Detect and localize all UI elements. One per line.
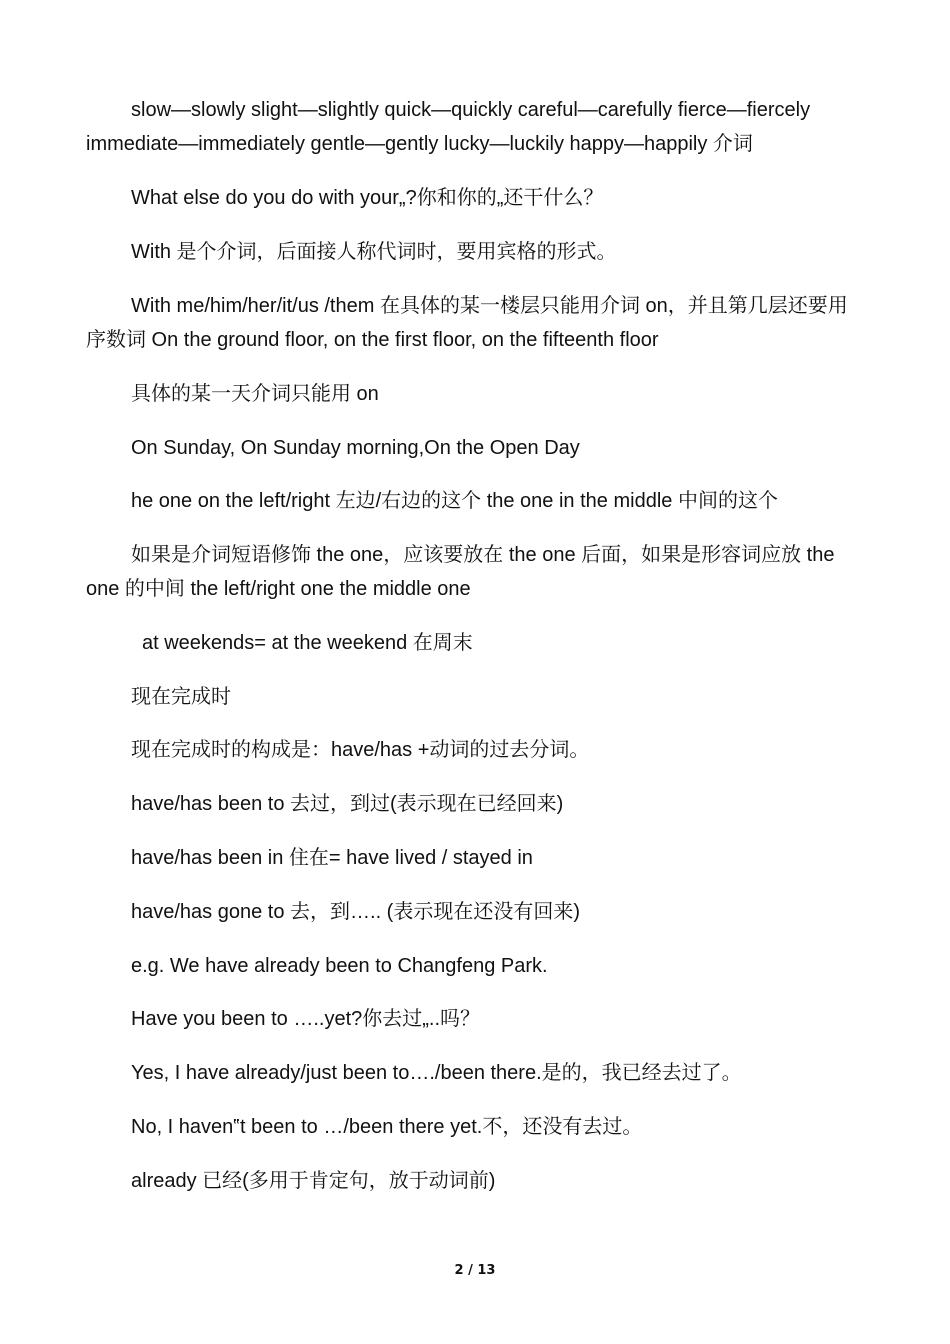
paragraph-example: e.g. We have already been to Changfeng Park. <box>131 955 548 977</box>
paragraph-question: Have you been to …..yet?你去过„..吗？ <box>131 1008 481 1030</box>
paragraph-on-sunday: On Sunday, On Sunday morning,On the Open Day <box>131 437 580 459</box>
paragraph-yes-answer: Yes, I have already/just been to…./been there.是的，我已经去过了。 <box>131 1062 742 1084</box>
paragraph-what-else: What else do you do with your„?你和你的„还干什么？ <box>131 187 604 209</box>
paragraph-present-perfect-form: 现在完成时的构成是：have/has +动词的过去分词。 <box>131 739 590 761</box>
paragraph-with-preposition: With 是个介词，后面接人称代词时，要用宾格的形式。 <box>131 241 617 263</box>
paragraph-been-to: have/has been to 去过，到过(表示现在已经回来) <box>131 793 564 815</box>
paragraph-been-in: have/has been in 住在= have lived / stayed in <box>131 847 533 869</box>
page-number: 2 / 13 <box>454 1263 496 1278</box>
paragraph-gone-to: have/has gone to 去，到….. (表示现在还没有回来) <box>131 901 581 923</box>
paragraph-adverbs: slow—slowly slight—slightly quick—quickly careful—carefully fierce—fiercely immediate—immediately gentle—gently lucky—luckily happy—happily 介词 <box>86 99 811 155</box>
paragraph-already: already 已经(多用于肯定句，放于动词前) <box>131 1170 496 1192</box>
paragraph-no-answer: No, I haven‟t been to …/been there yet.不，还没有去过。 <box>131 1116 643 1138</box>
paragraph-day-on: 具体的某一天介词只能用 on <box>131 383 379 405</box>
paragraph-the-one-modifier: 如果是介词短语修饰 the one，应该要放在 the one 后面，如果是形容词应放 the one 的中间 the left/right one the middle one <box>86 544 835 600</box>
paragraph-weekends: at weekends= at the weekend 在周末 <box>142 632 473 654</box>
paragraph-floor-on: With me/him/her/it/us /them 在具体的某一楼层只能用介词 on，并且第几层还要用序数词 On the ground floor, on the first floor, on the fifteenth floor <box>86 295 848 351</box>
paragraph-the-one: he one on the left/right 左边/右边的这个 the one in the middle 中间的这个 <box>131 490 778 512</box>
paragraph-present-perfect-heading: 现在完成时 <box>131 686 231 708</box>
